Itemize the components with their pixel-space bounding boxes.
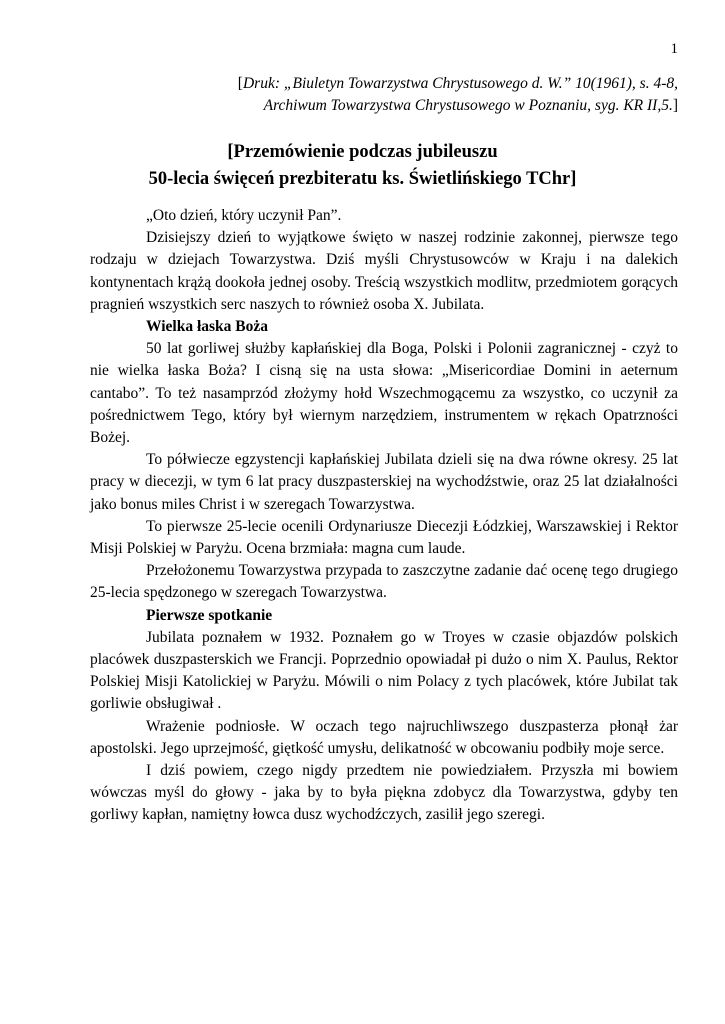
paragraph: Przełożonemu Towarzystwa przypada to zaszczytne zadanie dać ocenę tego drugiego 25-lecia spędzonego w szeregach Towarzystwa. — [90, 562, 678, 602]
paragraph: I dziś powiem, czego nigdy przedtem nie powiedziałem. Przyszła mi bowiem wówczas myśl do głowy - jaka by to była piękna zdobycz dla Towarzystwa, gdyby ten gorliwy kapłan, namiętny łowca dusz wychodźczych, zasilił jego szeregi. — [90, 762, 678, 824]
citation-close-bracket: ] — [672, 97, 678, 114]
paragraph: Jubilata poznałem w 1932. Poznałem go w Troyes w czasie objazdów polskich placówek duszpasterskich we Francji. Poprzednio opowiadał pi dużo o nim X. Paulus, Rektor Polskiej Misji Katolickiej w Paryżu. Mówili o nim Polacy z tych placówek, które Jubilat tak gorliwie obsługiwał . — [90, 628, 678, 713]
title-line-1: [Przemówienie podczas jubileuszu — [227, 142, 498, 162]
paragraph: 50 lat gorliwej służby kapłańskiej dla Boga, Polski i Polonii zagranicznej - czyż to nie wielka łaska Boża? I cisną się na usta słowa: „Misericordiae Domini in aeternum cantabo”. To też nasamprzód złożymy hołd Wszechmogącemu za wszystko, co uczynił za pośrednictwem Tego, który był wiernym narzędziem, instrumentem w rękach Opatrzności Bożej. — [90, 340, 678, 447]
citation-open-bracket: [ — [237, 75, 243, 92]
citation-line-1: Druk: „Biuletyn Towarzystwa Chrystusowego d. W.” 10(1961), s. 4-8, — [242, 75, 678, 92]
paragraph: „Oto dzień, który uczynił Pan”. — [146, 207, 342, 224]
document-title — [60, 139, 665, 193]
source-citation — [118, 73, 678, 117]
citation-line-2: Archiwum Towarzystwa Chrystusowego w Poznaniu, syg. KR II,5. — [263, 97, 673, 114]
section-heading: Pierwsze spotkanie — [146, 606, 273, 624]
page-number: 1 — [670, 41, 678, 57]
paragraph: Wrażenie podniosłe. W oczach tego najruchliwszego duszpasterza płonął żar apostolski. Jego uprzejmość, giętkość umysłu, delikatność w obcowaniu podbiły moje serce. — [90, 717, 678, 757]
section-heading: Wielka łaska Boża — [146, 318, 269, 336]
title-line-2: 50-lecia święceń prezbiteratu ks. Świetlińskiego TChr] — [148, 169, 577, 189]
paragraph: To pierwsze 25-lecie ocenili Ordynariusze Diecezji Łódzkiej, Warszawskiej i Rektor Misji Polskiej w Paryżu. Ocena brzmiała: magna cum laude. — [90, 517, 678, 558]
paragraph: Dzisiejszy dzień to wyjątkowe święto w naszej rodzinie zakonnej, pierwsze tego rodzaju w dziejach Towarzystwa. Dziś myśli Chrystusowców w Kraju i na dalekich kontynentach krążą dookoła jednej osoby. Treścią wszystkich modlitw, przedmiotem gorących pragnień wszystkich serc naszych to również osoba X. Jubilata. — [90, 229, 678, 313]
paragraph: To półwiecze egzystencji kapłańskiej Jubilata dzieli się na dwa równe okresy. 25 lat pracy w diecezji, w tym 6 lat pracy duszpasterskiej na wychodźstwie, oraz 25 lat działalności jako bonus miles Christ i w szeregach Towarzystwa. — [90, 451, 678, 513]
document-body — [90, 205, 678, 827]
